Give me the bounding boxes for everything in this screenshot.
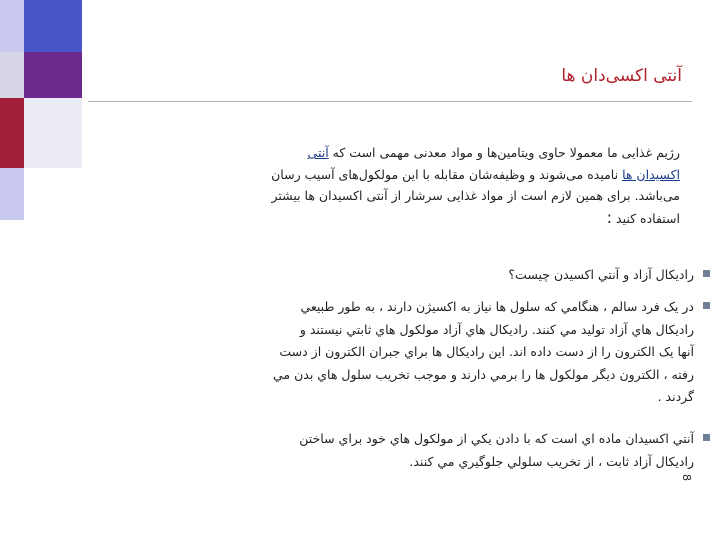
bullet-3-line-1: آنتي اکسيدان ماده اي است که با دادن يکي از مولکول هاي خود براي ساختن (299, 431, 694, 446)
intro-line-1-text: رژیم غذایی ما معمولا حاوی ویتامین‌ها و مواد معدنی مهمی است که (328, 145, 680, 160)
intro-line-2-text: نامیده می‌شوند و وظیفه‌شان مقابله با این مولکول‌های آسیب رسان (271, 166, 623, 182)
bullet-square-icon (703, 270, 710, 277)
antioxidant-link-part-1[interactable]: آنتی (307, 145, 329, 160)
decor-square-grey-2 (24, 98, 82, 168)
title-divider (88, 101, 692, 102)
decor-square-purple (24, 52, 82, 98)
intro-line-4 (120, 207, 680, 230)
bullet-item-3 (134, 428, 694, 473)
decor-square-grey (0, 52, 24, 98)
intro-line-3: می‌باشد. برای همین لازم است از مواد غذایی سرشار از آنتی اکسیدان ها بیشتر (271, 188, 680, 203)
intro-paragraph (120, 142, 680, 229)
decor-square-lilac (0, 0, 24, 52)
decor-square-blue (24, 0, 82, 52)
bullet-2-line-2: راديکال هاي آزاد توليد مي کنند. رادیکال هاي آزاد مولکول هاي ثابتي نيستند و (299, 321, 694, 337)
bullet-item-1 (134, 264, 694, 287)
bullet-1-line-1: رادیکال آزاد و آنتي اکسيدن چيست؟ (508, 267, 694, 282)
intro-line-2 (120, 164, 680, 186)
intro-line-1 (120, 142, 680, 164)
decor-square-lilac-2 (0, 168, 24, 220)
bullet-3-line-2: راديکال آزاد ثابت ، از تخريب سلولي جلوگيري مي کنند. (409, 453, 694, 469)
bullet-item-2 (134, 296, 694, 409)
slide-title: آنتی اکسی‌دان ها (561, 66, 682, 86)
decor-square-red (0, 98, 24, 168)
bullet-2-line-1: در یک فرد سالم ، هنگامي که سلول ها نياز به اکسيژن دارند ، به طور طبيعي (300, 299, 694, 314)
intro-colon: : (606, 207, 613, 227)
bullet-square-icon (703, 302, 710, 309)
antioxidant-link-part-2[interactable]: اکسیدان ها (622, 166, 680, 182)
slide-number: 8 (680, 474, 693, 481)
bullet-2-line-3: آنها يک الکترون را از دست داده اند. اين راديکال ها براي جبران الکترون از دست (279, 344, 694, 359)
intro-line-4-text: استفاده کنید (612, 210, 680, 226)
bullet-2-line-5: گردند . (657, 389, 694, 404)
bullet-2-line-4: رفته ، الکترون ديگر مولکول ها را برمي دارند و موجب تخريب سلول هاي بدن مي (272, 366, 694, 382)
bullet-square-icon (703, 434, 710, 441)
